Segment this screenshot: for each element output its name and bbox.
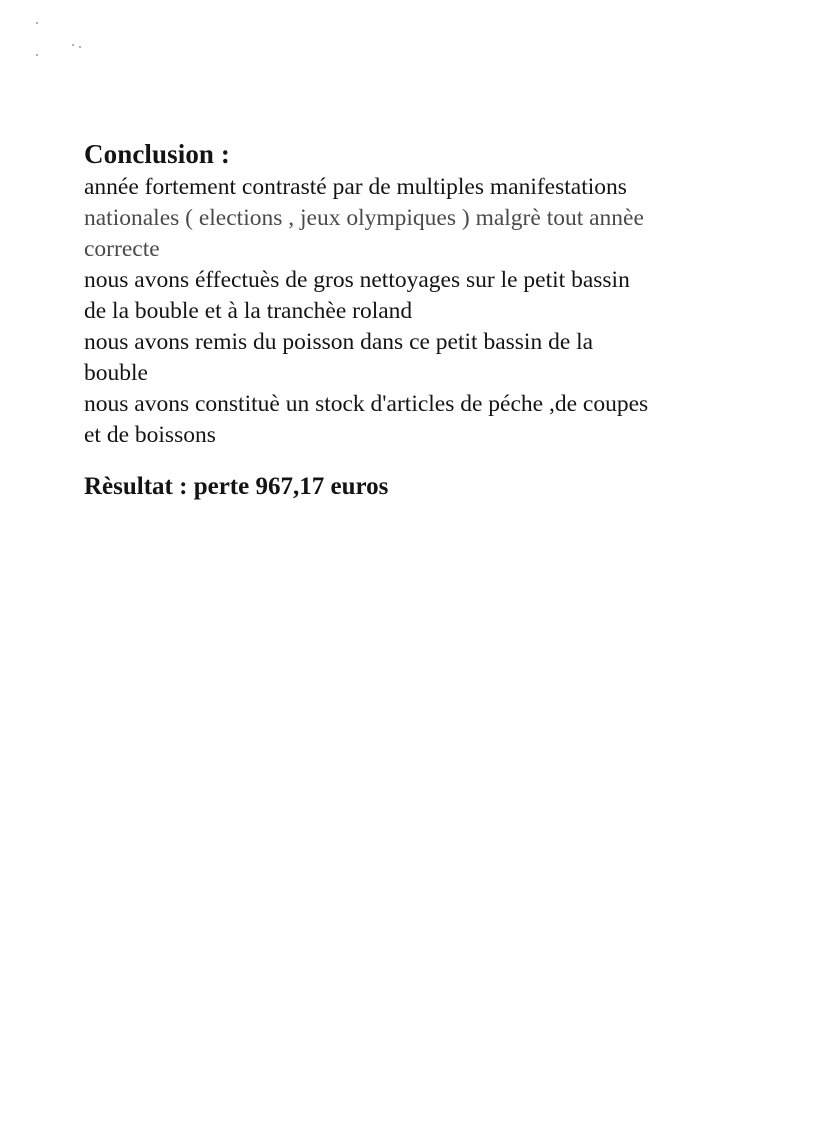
scan-speck bbox=[36, 54, 38, 56]
conclusion-heading: Conclusion : bbox=[84, 139, 230, 169]
text-line: année fortement contrasté par de multiples manifestations bbox=[84, 174, 627, 200]
result-line: Rèsultat : perte 967,17 euros bbox=[84, 473, 389, 500]
text-line: bouble bbox=[84, 360, 148, 386]
conclusion-paragraph bbox=[84, 172, 764, 451]
document-body bbox=[84, 138, 764, 503]
text-line: nous avons constituè un stock d'articles de péche ,de coupes bbox=[84, 391, 649, 417]
text-line: nous avons remis du poisson dans ce petit bassin de la bbox=[84, 329, 594, 355]
text-line: correcte bbox=[84, 236, 160, 262]
text-line: nationales ( elections , jeux olympiques ) malgrè tout annèe bbox=[84, 205, 644, 231]
text-line: et de boissons bbox=[84, 422, 216, 448]
scan-speck bbox=[72, 44, 74, 46]
text-line: de la bouble et à la tranchèe roland bbox=[84, 298, 413, 324]
scan-speck bbox=[36, 22, 38, 24]
text-line: nous avons éffectuès de gros nettoyages sur le petit bassin bbox=[84, 267, 630, 293]
scan-speck bbox=[79, 46, 81, 48]
